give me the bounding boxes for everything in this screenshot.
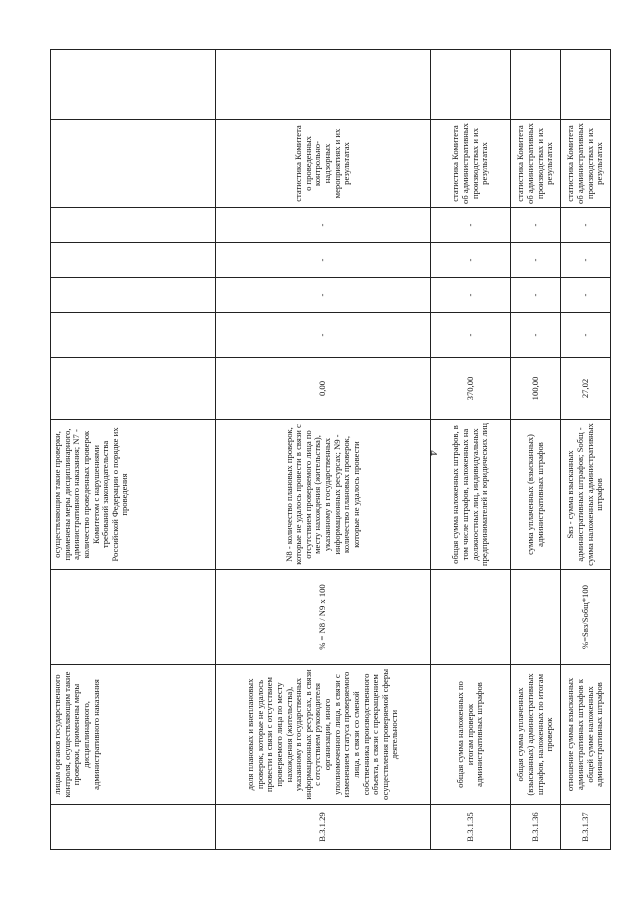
table-row xyxy=(216,50,431,850)
row-last xyxy=(216,50,431,120)
row-col8: - xyxy=(561,243,611,278)
table-row xyxy=(431,50,511,850)
row-formula xyxy=(511,570,561,665)
row-code: В.3.1.37 xyxy=(561,805,611,850)
row-formula xyxy=(431,570,511,665)
row-code: В.3.1.29 xyxy=(216,805,431,850)
row-code: В.3.1.36 xyxy=(511,805,561,850)
row-col7: - xyxy=(561,278,611,313)
row-name: доля плановых и внеплановых проверок, которые не удалось провести в связи с отсутствием проверяемого лица по месту нахождения (жительства), указанному в государственных информационных ресурсах, в связи с отсутствием руководителя организации, иного уполномоченного лица, в связи с изменением статуса проверяемого лица, в связи со сменой собственника производственного объекта, в связи с прекращением осуществления проверяемой сферы деятельности xyxy=(216,665,431,805)
row-name: отношение суммы взысканных административных штрафов к общей сумме наложенных административных штрафов xyxy=(561,665,611,805)
row-value xyxy=(51,358,216,420)
row-value: 0,00 xyxy=(216,358,431,420)
row-col9: - xyxy=(431,208,511,243)
row-source: статистика Комитета об административных производствах и их результатах xyxy=(561,120,611,208)
indicators-table xyxy=(50,49,611,850)
table-row xyxy=(51,50,216,850)
row-code xyxy=(51,805,216,850)
page-number: 4 xyxy=(426,450,439,456)
row-col6: - xyxy=(511,313,561,358)
row-col8: - xyxy=(511,243,561,278)
row-source: статистика Комитета о проведенных контрольно-надзорных мероприятиях и их результатах xyxy=(216,120,431,208)
row-name: лицам органов государственного контроля, осуществляющим такие проверки, применены меры дисциплинарного, административного наказания xyxy=(51,665,216,805)
row-formula: %=Sвз/Sобщ*100 xyxy=(561,570,611,665)
row-variables: Sвз - сумма взысканных административных штрафов; Sобщ - сумма наложенных административных штрафов xyxy=(561,420,611,570)
row-col6: - xyxy=(561,313,611,358)
row-variables: осуществляющим такие проверки, применены меры дисциплинарного, административного наказания; N7 - количество проведенных проверок Комитетом с нарушениями требований законодательства Российской Федерации о порядке их проведения xyxy=(51,420,216,570)
row-code: В.3.1.35 xyxy=(431,805,511,850)
rotated-table-frame xyxy=(50,50,610,850)
row-col7: - xyxy=(431,278,511,313)
row-value: 370,00 xyxy=(431,358,511,420)
row-col7: - xyxy=(216,278,431,313)
table-row xyxy=(561,50,611,850)
row-col8 xyxy=(51,243,216,278)
row-value: 27,02 xyxy=(561,358,611,420)
row-col6 xyxy=(51,313,216,358)
row-last xyxy=(561,50,611,120)
row-col6: - xyxy=(431,313,511,358)
row-last xyxy=(511,50,561,120)
row-variables: общая сумма наложенных штрафов, в том числе штрафов, наложенных на должностных лиц, индивидуальных предпринимателей и юридических лиц xyxy=(431,420,511,570)
row-variables: N8 - количество плановых проверок, которые не удалось провести в связи с отсутствием проверяемого лица по месту нахождения (жительства), указанному в государственных информационных ресурсах; N9 - количество плановых проверок, которые не удалось провести xyxy=(216,420,431,570)
row-col9: - xyxy=(561,208,611,243)
row-col9 xyxy=(51,208,216,243)
row-variables: сумма уплаченных (взысканных) административных штрафов xyxy=(511,420,561,570)
row-formula: % = N8 / N9 x 100 xyxy=(216,570,431,665)
row-col8: - xyxy=(216,243,431,278)
row-col9: - xyxy=(511,208,561,243)
row-source: статистика Комитета об административных производствах и их результатах xyxy=(511,120,561,208)
row-col7 xyxy=(51,278,216,313)
row-source xyxy=(51,120,216,208)
row-col8: - xyxy=(431,243,511,278)
row-col6: - xyxy=(216,313,431,358)
row-value: 100,00 xyxy=(511,358,561,420)
row-last xyxy=(51,50,216,120)
row-col7: - xyxy=(511,278,561,313)
row-formula xyxy=(51,570,216,665)
table-row xyxy=(511,50,561,850)
row-name: общая сумма наложенных по итогам проверок административных штрафов xyxy=(431,665,511,805)
row-name: общая сумма уплаченных (взысканных) административных штрафов, наложенных по итогам проверок xyxy=(511,665,561,805)
row-last xyxy=(431,50,511,120)
row-source: статистика Комитета об административных производствах и их результатах xyxy=(431,120,511,208)
row-col9: - xyxy=(216,208,431,243)
